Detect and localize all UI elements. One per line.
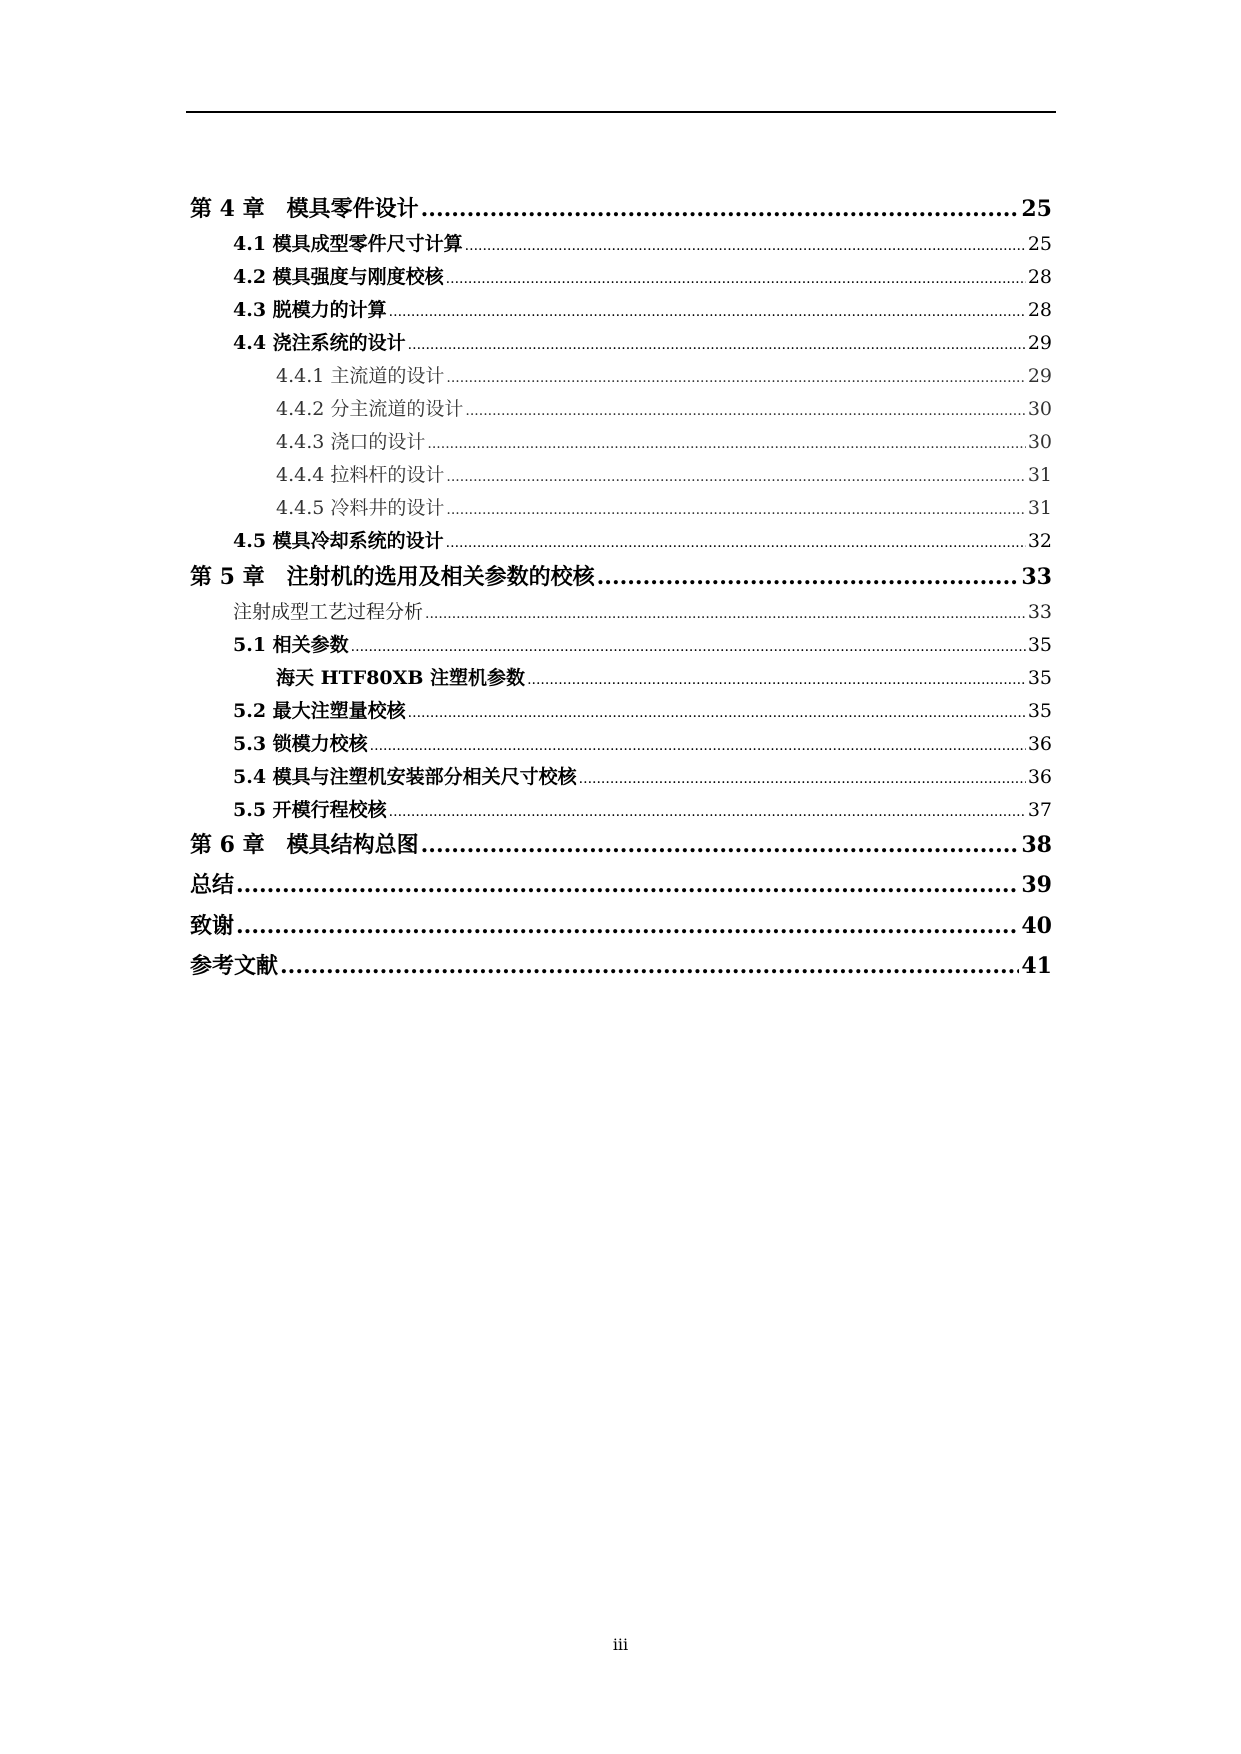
toc-entry-page: 29 [1027, 332, 1052, 354]
toc-leader-dots [236, 874, 1019, 896]
toc-entry-title: 5.4 模具与注塑机安装部分相关尺寸校核 [233, 766, 577, 788]
toc-entry-5-2[interactable] [233, 702, 1052, 721]
toc-entry-page: 36 [1027, 766, 1052, 788]
toc-leader-dots [236, 915, 1019, 937]
toc-entry-page: 28 [1027, 299, 1052, 321]
toc-entry-page: 25 [1021, 196, 1052, 222]
toc-entry-title: 第 4 章 模具零件设计 [190, 196, 419, 222]
toc-entry-page: 40 [1021, 913, 1052, 939]
toc-entry-references[interactable] [190, 955, 1052, 977]
toc-entry-4-1[interactable] [233, 235, 1052, 254]
toc-entry-title: 第 6 章 模具结构总图 [190, 832, 419, 858]
toc-entry-title: 5.5 开模行程校核 [233, 799, 387, 821]
toc-entry-5-5[interactable] [233, 801, 1052, 820]
toc-entry-page: 41 [1021, 953, 1052, 979]
toc-entry-process-analysis[interactable] [233, 603, 1052, 622]
toc-leader-dots [408, 706, 1026, 720]
toc-leader-dots [446, 470, 1025, 484]
toc-entry-title: 参考文献 [190, 953, 279, 979]
toc-leader-dots [389, 305, 1026, 319]
toc-entry-title: 5.2 最大注塑量校核 [233, 700, 406, 722]
toc-leader-dots [597, 566, 1020, 588]
toc-entry-page: 39 [1021, 872, 1052, 898]
toc-entry-4-3[interactable] [233, 301, 1052, 320]
toc-entry-title: 4.5 模具冷却系统的设计 [233, 530, 444, 552]
toc-entry-page: 36 [1027, 733, 1052, 755]
toc-entry-title: 4.4.2 分主流道的设计 [276, 398, 464, 420]
toc-entry-title: 4.4.4 拉料杆的设计 [276, 464, 445, 486]
toc-entry-5-1[interactable] [233, 636, 1052, 655]
toc-entry-acknowledgements[interactable] [190, 915, 1052, 937]
toc-leader-dots [465, 239, 1026, 253]
toc-entry-4-4-5[interactable] [276, 499, 1052, 518]
toc-leader-dots [425, 607, 1026, 621]
toc-leader-dots [579, 772, 1026, 786]
toc-leader-dots [465, 404, 1025, 418]
toc-entry-chapter-5[interactable] [190, 566, 1052, 588]
toc-entry-page: 35 [1027, 667, 1052, 689]
toc-entry-title: 4.4 浇注系统的设计 [233, 332, 406, 354]
toc-leader-dots [351, 640, 1026, 654]
toc-entry-title: 4.4.1 主流道的设计 [276, 365, 445, 387]
toc-entry-page: 30 [1027, 431, 1052, 453]
toc-entry-title: 4.1 模具成型零件尺寸计算 [233, 233, 463, 255]
toc-entry-title: 第 5 章 注射机的选用及相关参数的校核 [190, 564, 595, 590]
toc-leader-dots [527, 673, 1026, 687]
toc-entry-page: 30 [1027, 398, 1052, 420]
toc-entry-page: 37 [1027, 799, 1052, 821]
toc-entry-page: 29 [1027, 365, 1052, 387]
toc-entry-page: 38 [1021, 832, 1052, 858]
toc-entry-title: 致谢 [190, 913, 235, 939]
toc-entry-4-4-2[interactable] [276, 400, 1052, 419]
toc-entry-haitian-params[interactable] [276, 669, 1052, 688]
toc-entry-4-4-1[interactable] [276, 367, 1052, 386]
toc-entry-title: 5.3 锁模力校核 [233, 733, 368, 755]
toc-entry-4-5[interactable] [233, 532, 1052, 551]
toc-entry-summary[interactable] [190, 874, 1052, 896]
toc-entry-4-4-4[interactable] [276, 466, 1052, 485]
toc-entry-title: 4.4.3 浇口的设计 [276, 431, 426, 453]
toc-leader-dots [408, 338, 1026, 352]
toc-leader-dots [389, 805, 1026, 819]
toc-entry-page: 25 [1027, 233, 1052, 255]
toc-entry-page: 35 [1027, 634, 1052, 656]
toc-entry-title: 注射成型工艺过程分析 [233, 601, 424, 623]
toc-entry-page: 31 [1027, 464, 1052, 486]
toc-entry-title: 4.2 模具强度与刚度校核 [233, 266, 444, 288]
toc-entry-5-4[interactable] [233, 768, 1052, 787]
toc-leader-dots [446, 272, 1026, 286]
toc-entry-page: 33 [1021, 564, 1052, 590]
toc-entry-title: 4.4.5 冷料井的设计 [276, 497, 445, 519]
toc-leader-dots [446, 536, 1026, 550]
toc-entry-chapter-4[interactable] [190, 198, 1052, 220]
toc-entry-4-4-3[interactable] [276, 433, 1052, 452]
page-number: iii [612, 1635, 629, 1654]
toc-entry-title: 5.1 相关参数 [233, 634, 349, 656]
toc-leader-dots [446, 371, 1025, 385]
toc-entry-page: 32 [1027, 530, 1052, 552]
toc-leader-dots [421, 198, 1020, 220]
toc-entry-chapter-6[interactable] [190, 834, 1052, 856]
toc-entry-page: 31 [1027, 497, 1052, 519]
toc-leader-dots [446, 503, 1025, 517]
toc-entry-page: 33 [1027, 601, 1052, 623]
toc-entry-4-4[interactable] [233, 334, 1052, 353]
toc-entry-5-3[interactable] [233, 735, 1052, 754]
toc-entry-title: 总结 [190, 872, 235, 898]
toc-leader-dots [280, 955, 1019, 977]
toc-leader-dots [421, 834, 1020, 856]
toc-entry-4-2[interactable] [233, 268, 1052, 287]
toc-leader-dots [427, 437, 1025, 451]
toc-entry-page: 28 [1027, 266, 1052, 288]
toc-entry-title: 海天 HTF80XB 注塑机参数 [276, 667, 526, 689]
toc-leader-dots [370, 739, 1026, 753]
toc-entry-title: 4.3 脱模力的计算 [233, 299, 387, 321]
toc-entry-page: 35 [1027, 700, 1052, 722]
